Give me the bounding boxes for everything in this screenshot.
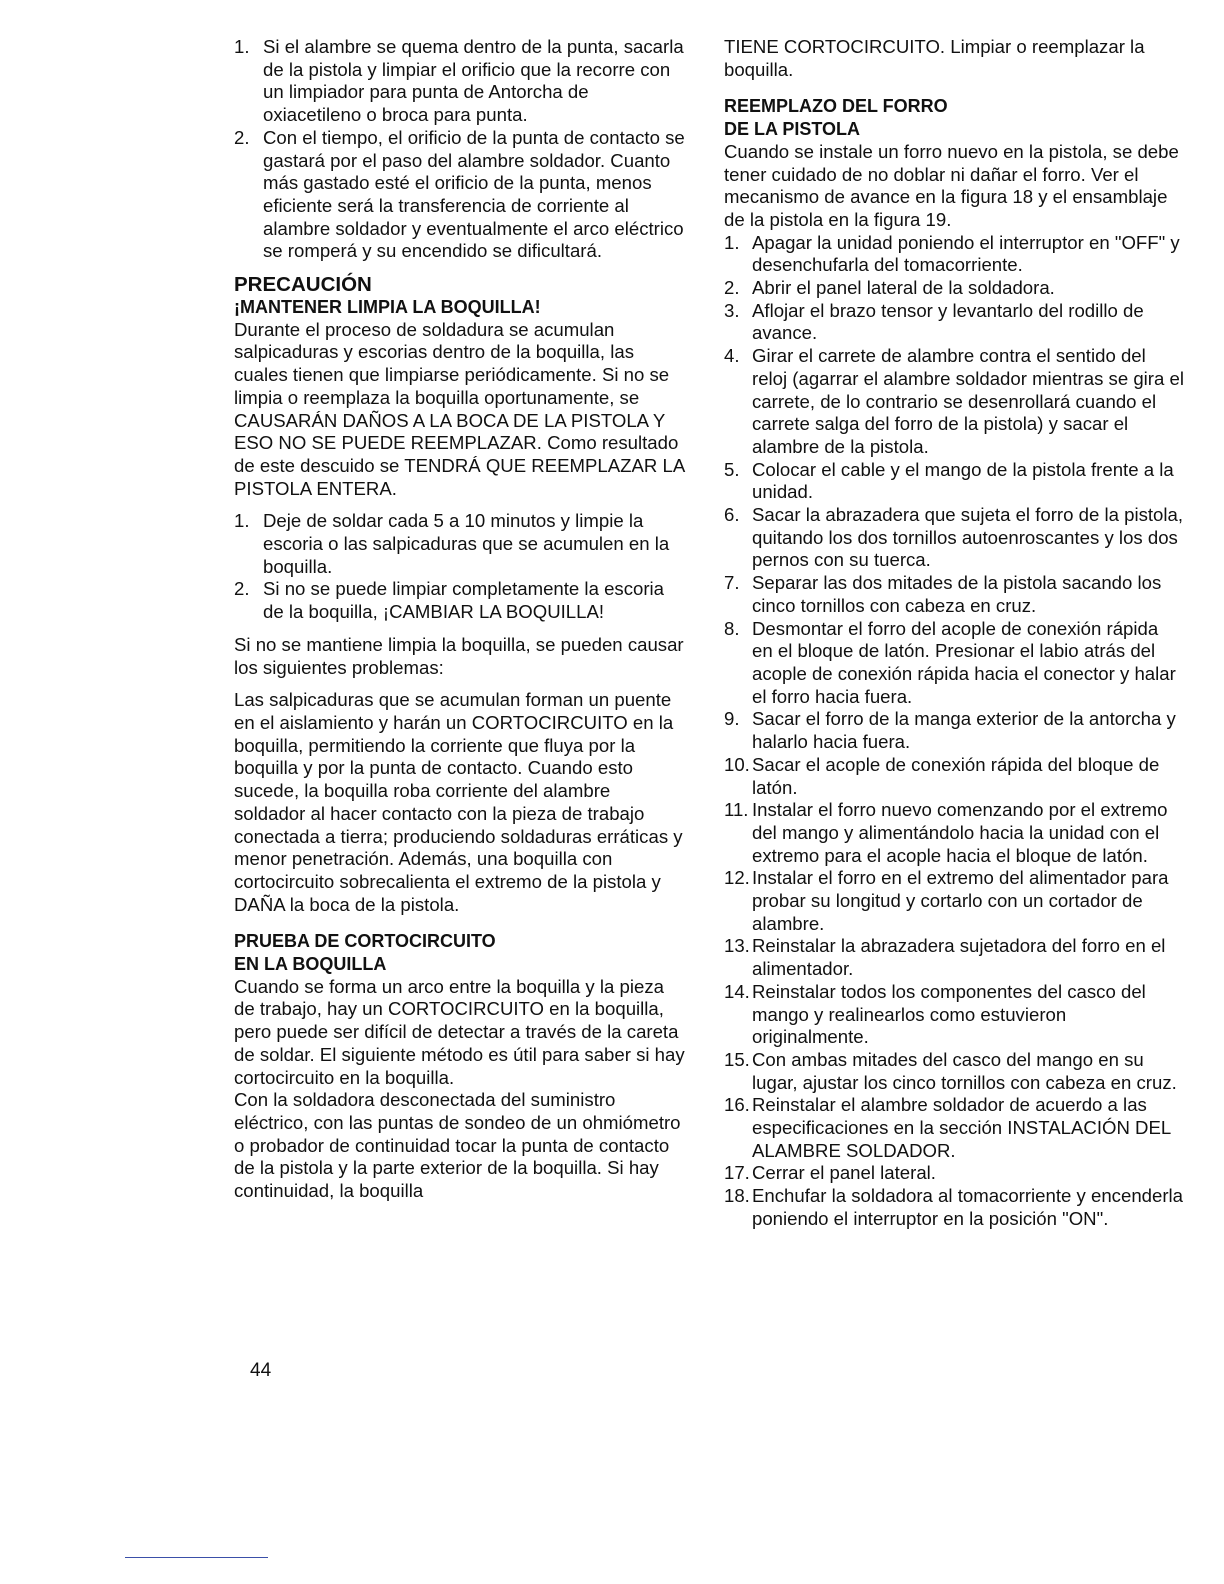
prueba-heading-line1: PRUEBA DE CORTOCIRCUITO [234,931,496,952]
precaucion-subheading: ¡MANTENER LIMPIA LA BOQUILLA! [234,297,541,318]
page-number: 44 [250,1360,272,1381]
list-item: 10. Sacar el acople de conexión rápida del bloque de latón. [724,753,1160,798]
list-item: 4. Girar el carrete de alambre contra el sentido del reloj (agarrar el alambre soldador mientras se gira el carrete, de lo contrario se desenrollará cuando el carrete salga del forro de la pistola) y sacar el alambre de la pistola. [724,345,1184,457]
list-item: 3. Aflojar el brazo tensor y levantarlo del rodillo de avance. [724,299,1144,344]
list-item: 12. Instalar el forro en el extremo del alimentador para probar su longitud y cortarlo con un cortador de alambre. [724,867,1169,934]
prueba-paragraph-2: Con la soldadora desconectada del suministro eléctrico, con las puntas de sondeo de un ohmiómetro o probador de continuidad tocar la punta de contacto de la pistola y la parte exterior de la boquilla. Si hay continuidad, la boquilla [234,1089,681,1202]
right-column [724,36,1184,1231]
list-item: 1. Deje de soldar cada 5 a 10 minutos y limpie la escoria o las salpicaduras que se acumulen en la boquilla. [234,510,670,577]
bottom-rule [125,1557,268,1558]
list-item: 7. Separar las dos mitades de la pistola sacando los cinco tornillos con cabeza en cruz. [724,572,1162,616]
precaucion-paragraph: Durante el proceso de soldadura se acumulan salpicaduras y escorias dentro de la boquilla, las cuales tienen que limpiarse periódicamente. Si no se limpia o reemplaza la boquilla oportunamente, se CAUSARÁN DAÑOS A LA BOCA DE LA PISTOLA Y ESO NO SE PUEDE REEMPLAZAR. Como resultado de este descuido se TENDRÁ QUE REEMPLAZAR LA PISTOLA ENTERA. [234,318,685,499]
list-item: 2. Con el tiempo, el orificio de la punta de contacto se gastará por el paso del alambre soldador. Cuanto más gastado esté el orificio de la punta, menos eficiente será la transferencia de corriente al alambre soldador y eventualmente el arco eléctrico se romperá y su encendido se dificultará. [234,126,685,262]
list-item: 18. Enchufar la soldadora al tomacorriente y encenderla poniendo el interruptor en la posición "ON". [724,1185,1184,1229]
list-item: 1. Si el alambre se quema dentro de la punta, sacarla de la pistola y limpiar el orificio que la recorre con un limpiador para punta de Antorcha de oxiacetileno o broca para punta. [234,36,684,126]
list-item: 14. Reinstalar todos los componentes del casco del mango y realinearlos como estuvieron originalmente. [724,980,1146,1048]
reemplazo-heading-line1: REEMPLAZO DEL FORRO [724,96,948,117]
problems-intro-paragraph: Si no se mantiene limpia la boquilla, se pueden causar los siguientes problemas: [234,633,684,678]
reemplazo-steps-list [724,232,1184,1231]
reemplazo-paragraph: Cuando se instale un forro nuevo en la pistola, se debe tener cuidado de no doblar ni dañar el forro. Ver el mecanismo de avance en la figura 18 y el ensamblaje de la pistola en la figura 19. [724,140,1179,230]
list-item: 15. Con ambas mitades del casco del mango en su lugar, ajustar los cinco tornillos con cabeza en cruz. [724,1048,1177,1093]
precaucion-heading: PRECAUCIÓN [234,273,372,297]
intro-list [234,36,686,263]
continuation-paragraph: TIENE CORTOCIRCUITO. Limpiar o reemplazar la boquilla. [724,36,1145,80]
list-item: 2. Abrir el panel lateral de la soldadora. [724,277,1055,299]
precaucion-list [234,510,686,624]
prueba-paragraph-1: Cuando se forma un arco entre la boquilla y la pieza de trabajo, hay un CORTOCIRCUITO en la boquilla, pero puede ser difícil de detectar a través de la careta de soldar. El siguiente método es útil para saber si hay cortocircuito en la boquilla. [234,975,685,1088]
list-item: 9. Sacar el forro de la manga exterior de la antorcha y halarlo hacia fuera. [724,708,1176,753]
list-item: 11. Instalar el forro nuevo comenzando por el extremo del mango y alimentándolo hacia la unidad con el extremo para el acople hacia el bloque de latón. [724,799,1168,866]
prueba-heading-line2: EN LA BOQUILLA [234,954,387,975]
left-column [234,36,686,1203]
reemplazo-heading-line2: DE LA PISTOLA [724,119,861,140]
list-item: 8. Desmontar el forro del acople de conexión rápida en el bloque de latón. Presionar el labio atrás del acople de conexión rápida hacia el conector y halar el forro hacia fuera. [724,617,1176,707]
list-item: 16. Reinstalar el alambre soldador de acuerdo a las especificaciones en la sección INSTALACIÓN DEL ALAMBRE SOLDADOR. [724,1094,1171,1161]
list-item: 17. Cerrar el panel lateral. [724,1162,936,1184]
list-item: 2. Si no se puede limpiar completamente la escoria de la boquilla, ¡CAMBIAR LA BOQUILLA! [234,578,665,623]
list-item: 1. Apagar la unidad poniendo el interruptor en "OFF" y desenchufarla del tomacorriente. [724,231,1180,276]
list-item: 6. Sacar la abrazadera que sujeta el forro de la pistola, quitando los dos tornillos autoenroscantes y los dos pernos con su tuerca. [724,504,1184,571]
problems-paragraph: Las salpicaduras que se acumulan forman un puente en el aislamiento y harán un CORTOCIRCUITO en la boquilla, permitiendo la corriente que fluya por la boquilla y por la punta de contacto. Cuando esto sucede, la boquilla roba corriente del alambre soldador al hacer contacto con la pieza de trabajo conectada a tierra; produciendo soldaduras erráticas y menor penetración. Además, una boquilla con cortocircuito sobrecalienta el extremo de la pistola y DAÑA la boca de la pistola. [234,689,683,915]
list-item: 5. Colocar el cable y el mango de la pistola frente a la unidad. [724,458,1174,503]
list-item: 13. Reinstalar la abrazadera sujetadora del forro en el alimentador. [724,935,1166,980]
